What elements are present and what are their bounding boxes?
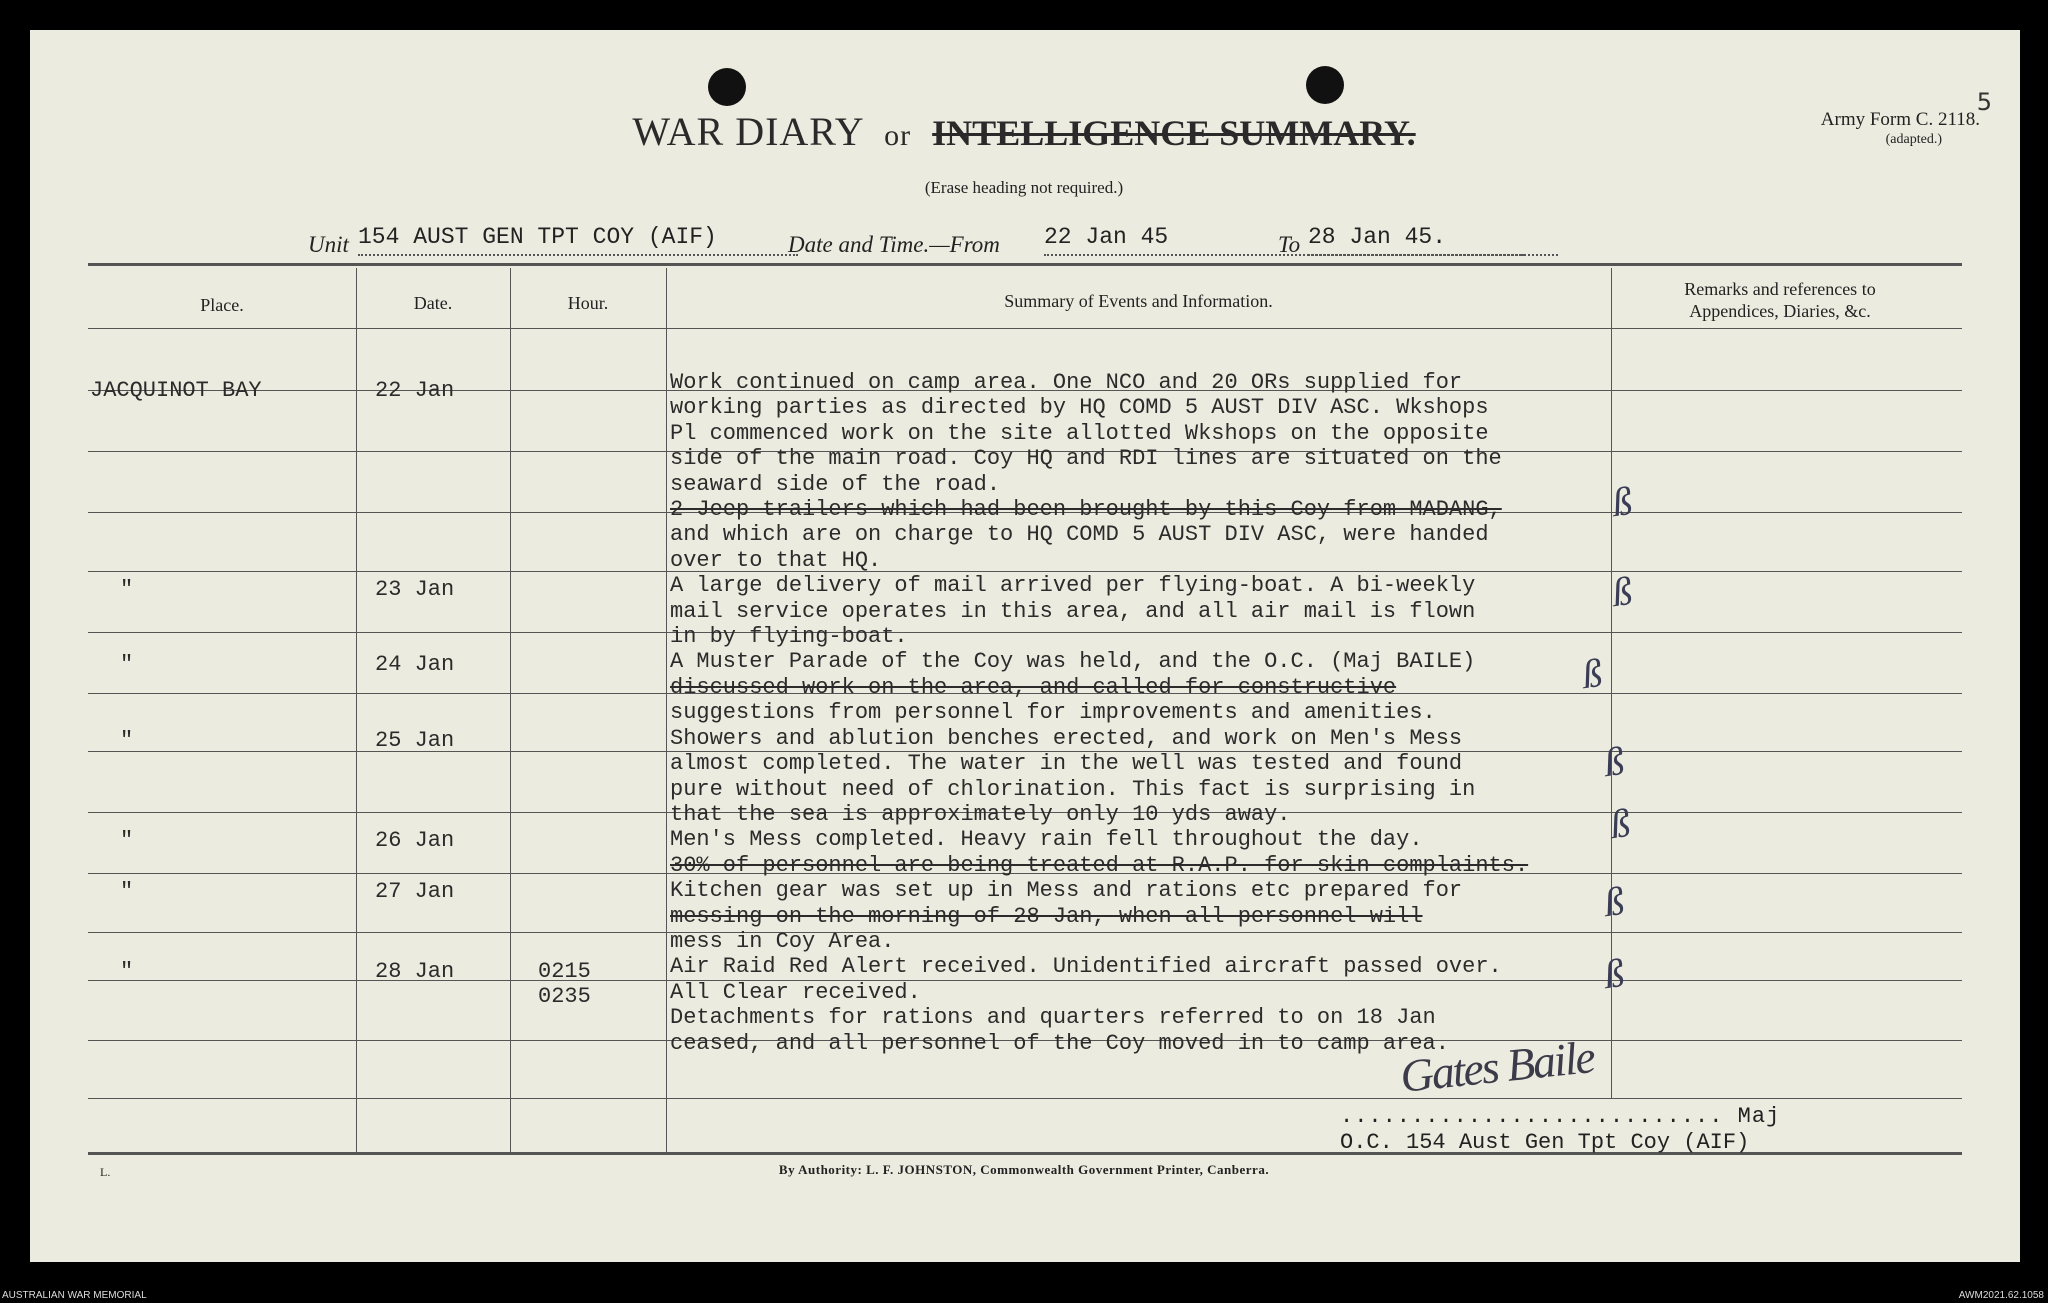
footer-mark: L. (100, 1165, 111, 1179)
entry-place: " (120, 652, 134, 677)
entry-date: 25 Jan (375, 728, 455, 753)
entry-place: " (120, 577, 134, 602)
table-header-rule (88, 328, 1962, 329)
entry-date: 26 Jan (375, 828, 455, 853)
handwritten-initial: ß (1608, 477, 1636, 526)
summary-line: All Clear received. (670, 979, 921, 1005)
unit-value: 154 AUST GEN TPT COY (AIF) (358, 224, 798, 256)
handwritten-initial: ß (1600, 737, 1628, 786)
summary-line: A large delivery of mail arrived per flying-boat. A bi-weekly (670, 573, 1476, 599)
army-form-label (1820, 88, 1992, 150)
column-header-place: Place. (200, 295, 244, 315)
signature-dots: ........................... (1340, 1104, 1724, 1129)
signature-line (1340, 1104, 1780, 1129)
summary-line: over to that HQ. (670, 547, 882, 573)
table-rule (88, 1098, 1962, 1099)
column-divider (510, 268, 511, 1152)
summary-line: ceased, and all personnel of the Coy moved in to camp area. (670, 1030, 1449, 1056)
summary-line: Work continued on camp area. One NCO and 20 ORs supplied for (670, 370, 1463, 395)
entry-date: 22 Jan (375, 378, 455, 403)
summary-line: side of the main road. Coy HQ and RDI lines are situated on the (670, 446, 1502, 472)
entry-place: " (120, 959, 134, 984)
summary-line: and which are on charge to HQ COMD 5 AUST DIV ASC, were handed (670, 522, 1489, 548)
summary-line: messing on the morning of 28 Jan, when all personnel will (670, 903, 1423, 929)
summary-line: that the sea is approximately only 10 yds away. (670, 801, 1291, 827)
column-header-summary: Summary of Events and Information. (1004, 291, 1273, 311)
summary-line: working parties as directed by HQ COMD 5 AUST DIV ASC. Wkshops (670, 395, 1489, 421)
summary-line: 2 Jeep trailers which had been brought by this Coy from MADANG, (670, 497, 1502, 523)
punch-hole (1306, 66, 1344, 104)
footer-authority: By Authority: L. F. JOHNSTON, Commonwealth Government Printer, Canberra. (778, 1162, 1270, 1177)
title-struck-intelligence-summary: INTELLIGENCE SUMMARY. (932, 113, 1416, 153)
title-or: or (884, 119, 912, 152)
summary-line: pure without need of chlorination. This fact is surprising in (670, 776, 1476, 802)
column-header-remarks: Remarks and references to Appendices, Diaries, &c. (1684, 279, 1876, 321)
unit-line (278, 224, 1558, 260)
column-divider (356, 268, 357, 1152)
entry-date: 28 Jan (375, 959, 455, 984)
summary-line: 30% of personnel are being treated at R.A.P. for skin complaints. (670, 852, 1529, 878)
summary-line: in by flying-boat. (670, 624, 908, 650)
summary-line: Kitchen gear was set up in Mess and rations etc prepared for (670, 878, 1463, 904)
summary-line: mail service operates in this area, and all air mail is flown (670, 598, 1476, 624)
summary-line: Men's Mess completed. Heavy rain fell throughout the day. (670, 827, 1423, 853)
summary-of-events (670, 370, 1630, 1056)
summary-line: Detachments for rations and quarters referred to on 18 Jan (670, 1005, 1436, 1031)
army-form-handwritten-mark: 5 (1976, 88, 1992, 116)
officer-commanding-line: O.C. 154 Aust Gen Tpt Coy (AIF) (1340, 1130, 1750, 1155)
army-form-number: Army Form C. 2118. (1820, 109, 1980, 130)
summary-line: discussed work on the area, and called for constructive (670, 674, 1397, 700)
punch-hole (708, 68, 746, 106)
entry-place: " (120, 879, 134, 904)
summary-line: suggestions from personnel for improvements and amenities. (670, 700, 1436, 726)
handwritten-initial: ß (1600, 949, 1628, 998)
handwritten-initial: ß (1600, 877, 1628, 926)
handwritten-initial: ß (1606, 799, 1634, 848)
handwritten-signature: Gates Baile (1397, 1031, 1597, 1102)
unit-label: Unit (308, 232, 349, 257)
title-war-diary: WAR DIARY (632, 109, 864, 154)
archive-caption-right: AWM2021.62.1058 (1958, 1290, 2044, 1301)
handwritten-initial: ß (1608, 567, 1636, 616)
table-top-rule (88, 263, 1962, 266)
summary-line: Showers and ablution benches erected, and work on Men's Mess (670, 725, 1463, 751)
page-title (0, 108, 2048, 155)
entry-place: " (120, 828, 134, 853)
summary-line: Pl commenced work on the site allotted Wkshops on the opposite (670, 420, 1489, 446)
handwritten-initial: ß (1578, 649, 1606, 698)
entry-place: " (120, 728, 134, 753)
entry-hour: 0215 (538, 959, 591, 984)
entry-date: 24 Jan (375, 652, 455, 677)
from-label: Date and Time.—From (788, 232, 1000, 257)
column-header-date: Date. (413, 293, 453, 313)
entry-hour: 0235 (538, 984, 591, 1009)
entry-place: JACQUINOT BAY (90, 378, 262, 403)
entry-date: 23 Jan (375, 577, 455, 602)
summary-line: A Muster Parade of the Coy was held, and the O.C. (Maj BAILE) (670, 649, 1476, 675)
erase-note: (Erase heading not required.) (924, 178, 1124, 197)
archive-caption-left: AUSTRALIAN WAR MEMORIAL (2, 1290, 147, 1301)
column-divider (666, 268, 667, 1152)
entry-date: 27 Jan (375, 879, 455, 904)
to-label: To (1278, 232, 1301, 257)
summary-line: seaward side of the road. (670, 471, 1001, 497)
to-value: 28 Jan 45. (1308, 224, 1558, 256)
signature-rank: Maj (1737, 1104, 1781, 1129)
from-value: 22 Jan 45 (1044, 224, 1524, 256)
summary-line: almost completed. The water in the well was tested and found (670, 751, 1463, 777)
army-form-adapted: (adapted.) (1885, 132, 1942, 147)
summary-line: mess in Coy Area. (670, 928, 895, 954)
summary-line: Air Raid Red Alert received. Unidentified aircraft passed over. (670, 954, 1502, 980)
column-header-hour: Hour. (567, 293, 609, 313)
